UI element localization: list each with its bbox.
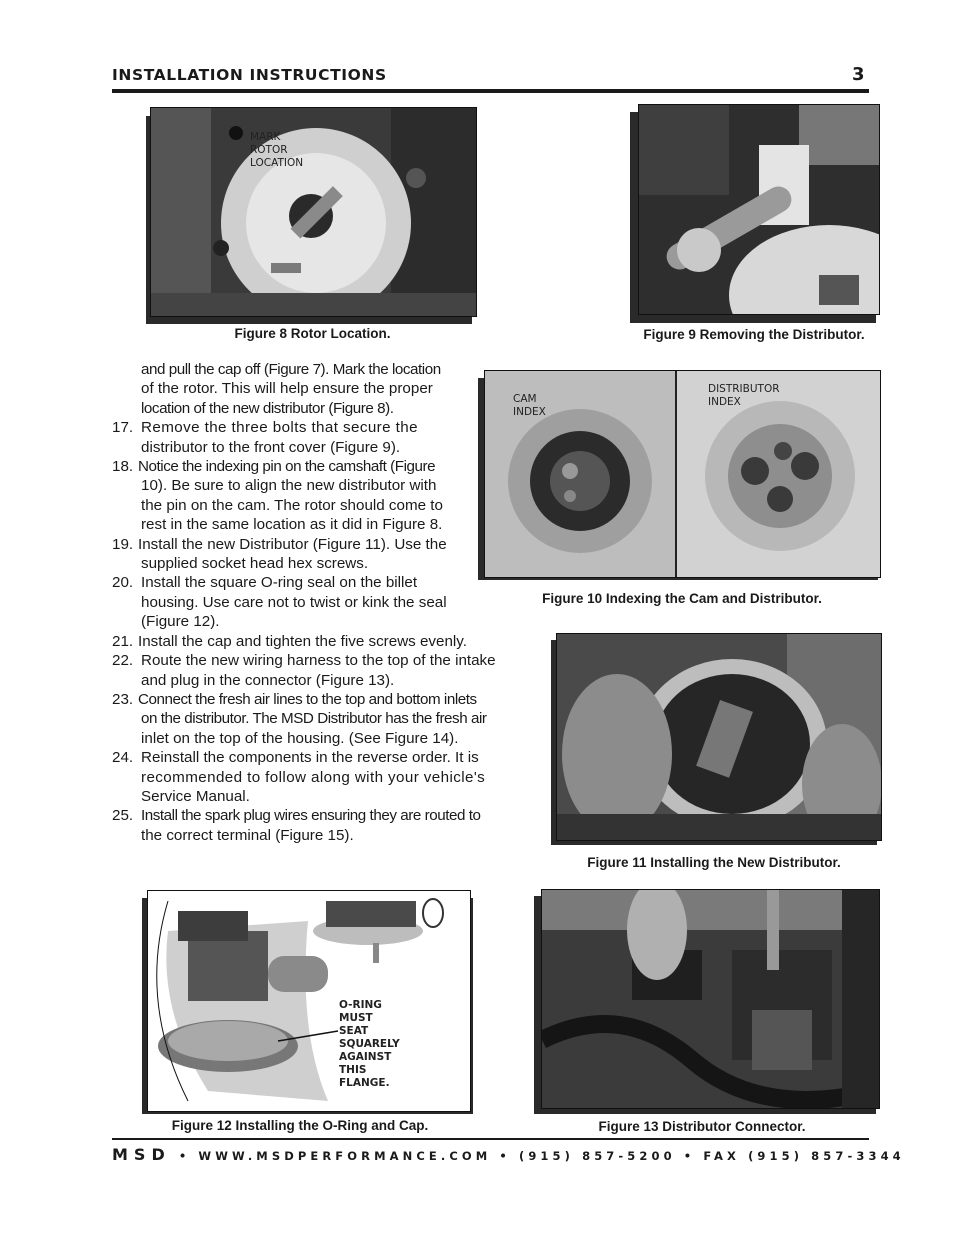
step-20: [112, 573, 468, 631]
footer-phone: (915) 857-5200: [518, 1149, 676, 1163]
oring-cap-drawing: [147, 890, 471, 1112]
step-number: 22.: [112, 652, 134, 670]
footer-separator: •: [683, 1149, 696, 1163]
text-line: 10). Be sure to align the new distributor with: [141, 477, 437, 495]
text-line: Install the new Distributor (Figure 11). Use the: [138, 535, 447, 553]
text-line: rest in the same location as it did in Figure 8.: [141, 516, 443, 534]
text-line: recommended to follow along with your vehicle's: [141, 768, 486, 786]
footer-divider: [112, 1138, 869, 1140]
text-line: (Figure 12).: [141, 613, 220, 631]
text-line: Install the square O-ring seal on the billet: [141, 574, 418, 592]
step-18: [112, 457, 468, 535]
step-23: [112, 690, 527, 748]
step-17: [112, 418, 468, 457]
footer-brand: MSD: [112, 1145, 171, 1164]
oring-callout-label: O-RING MUST SEAT SQUARELY AGAINST THIS FLANGE.: [339, 999, 400, 1089]
removing-distributor-photo: [638, 104, 880, 315]
step-number: 19.: [112, 535, 134, 553]
text-line: the correct terminal (Figure 15).: [141, 826, 354, 844]
page-number: 3: [852, 64, 865, 85]
step-22: [112, 651, 527, 690]
text-line: of the rotor. This will help ensure the proper: [141, 380, 433, 398]
step-19: [112, 535, 468, 574]
step-number: 24.: [112, 749, 134, 767]
instruction-steps: [112, 360, 527, 845]
figure-11-caption: Figure 11 Installing the New Distributor.: [587, 855, 841, 870]
text-line: the pin on the cam. The rotor should come to: [141, 496, 443, 514]
step-number: 23.: [112, 690, 134, 708]
text-line: Install the spark plug wires ensuring they are routed to: [141, 807, 481, 825]
text-line: Notice the indexing pin on the camshaft (Figure: [138, 458, 436, 476]
rotor-location-photo: [150, 107, 477, 317]
text-line: Remove the three bolts that secure the: [141, 419, 418, 437]
text-line: distributor to the front cover (Figure 9).: [141, 438, 401, 456]
footer-separator: •: [178, 1149, 191, 1163]
footer-website: WWW.MSDPERFORMANCE.COM: [198, 1149, 492, 1163]
footer-fax: FAX (915) 857-3344: [703, 1149, 905, 1163]
text-line: location of the new distributor (Figure 8).: [141, 399, 394, 417]
step-24: [112, 748, 527, 806]
footer-contact: [112, 1145, 905, 1164]
step-number: 21.: [112, 632, 134, 650]
step-16-continuation: [112, 360, 468, 418]
figure-12-caption: Figure 12 Installing the O-Ring and Cap.: [171, 1118, 429, 1133]
text-line: housing. Use care not to twist or kink the seal: [141, 593, 447, 611]
text-line: Connect the fresh air lines to the top and bottom inlets: [138, 690, 477, 708]
step-number: 18.: [112, 458, 134, 476]
text-line: and plug in the connector (Figure 13).: [141, 671, 395, 689]
figure-8-caption: Figure 8 Rotor Location.: [234, 326, 391, 341]
cam-index-label: CAM INDEX: [513, 393, 546, 418]
text-line: Route the new wiring harness to the top of the intake: [141, 652, 496, 670]
step-21: [112, 632, 527, 651]
distributor-connector-photo: [541, 889, 880, 1109]
installing-distributor-photo: [556, 633, 882, 841]
text-line: Service Manual.: [141, 787, 250, 805]
figure-13-caption: Figure 13 Distributor Connector.: [598, 1119, 806, 1134]
text-line: on the distributor. The MSD Distributor has the fresh air: [141, 710, 487, 728]
text-line: inlet on the top of the housing. (See Figure 14).: [141, 729, 459, 747]
step-number: 17.: [112, 419, 134, 437]
step-number: 25.: [112, 807, 134, 825]
page-header-title: INSTALLATION INSTRUCTIONS: [112, 66, 387, 84]
step-number: 20.: [112, 574, 134, 592]
text-line: Install the cap and tighten the five screws evenly.: [138, 632, 467, 650]
step-25: [112, 806, 527, 845]
figure-10-caption: Figure 10 Indexing the Cam and Distributor.: [542, 591, 822, 606]
mark-rotor-label: MARK ROTOR LOCATION: [250, 131, 304, 169]
footer-separator: •: [499, 1149, 511, 1163]
text-line: supplied socket head hex screws.: [141, 555, 369, 573]
text-line: and pull the cap off (Figure 7). Mark the location: [141, 361, 441, 378]
figure-9-caption: Figure 9 Removing the Distributor.: [643, 327, 865, 342]
distributor-index-label: DISTRIBUTOR INDEX: [708, 383, 780, 408]
header-divider: [112, 89, 869, 93]
text-line: Reinstall the components in the reverse order. It is: [141, 749, 479, 767]
